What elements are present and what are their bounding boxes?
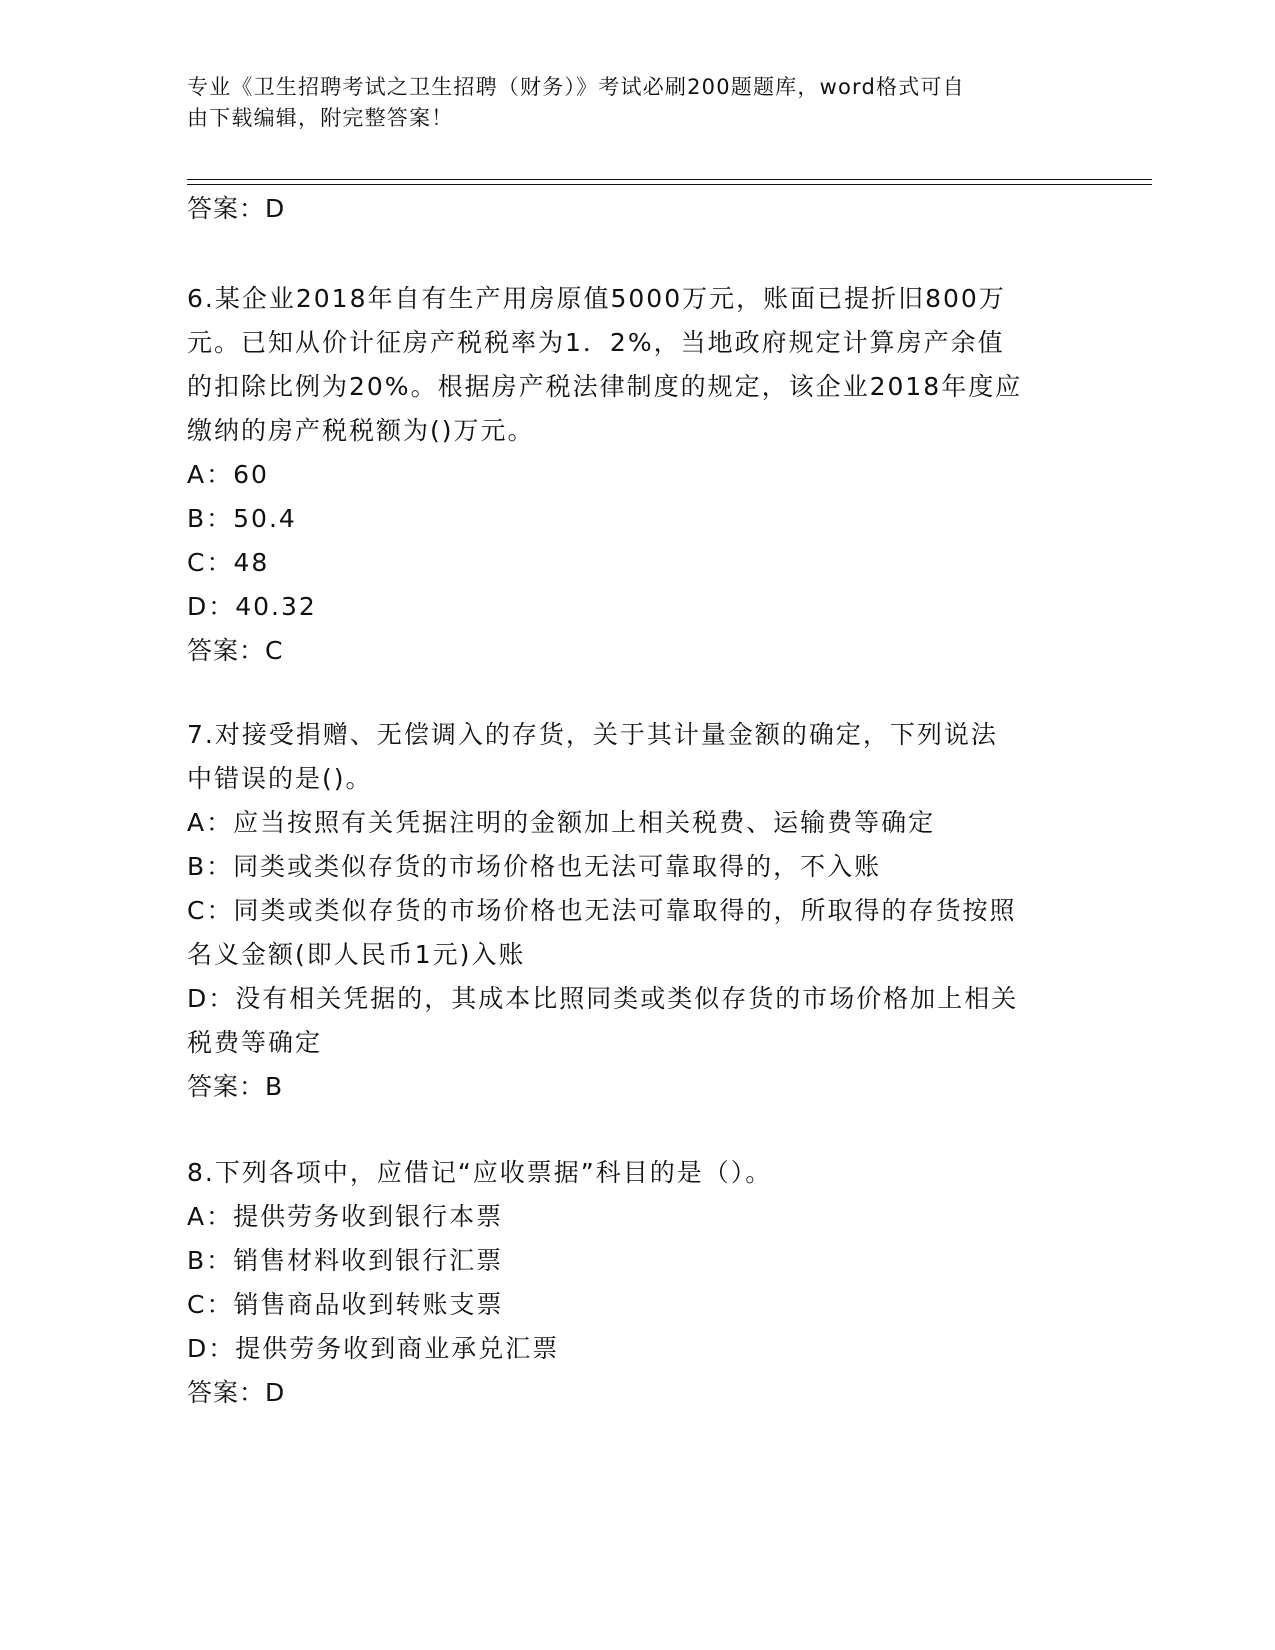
header-rule-bottom bbox=[187, 184, 1152, 185]
q8-option-b: B：销售材料收到银行汇票 bbox=[187, 1246, 504, 1275]
q8-option-a: A：提供劳务收到银行本票 bbox=[187, 1202, 504, 1231]
q6-stem-line-4: 缴纳的房产税税额为()万元。 bbox=[187, 416, 535, 445]
header-rule-top bbox=[187, 179, 1152, 180]
q6-answer: 答案：C bbox=[187, 636, 284, 665]
q6-option-a: A：60 bbox=[187, 460, 269, 489]
header-line-1: 专业《卫生招聘考试之卫生招聘（财务）》考试必刷200题题库，word格式可自 bbox=[187, 75, 965, 99]
q7-answer: 答案：B bbox=[187, 1072, 284, 1101]
q8-option-c: C：销售商品收到转账支票 bbox=[187, 1290, 504, 1319]
q6-stem-line-1: 6.某企业2018年自有生产用房原值5000万元，账面已提折旧800万 bbox=[187, 284, 1006, 313]
answer-previous: 答案：D bbox=[187, 194, 286, 223]
q6-option-c: C：48 bbox=[187, 548, 270, 577]
q8-stem-line-1: 8.下列各项中，应借记“应收票据”科目的是（）。 bbox=[187, 1158, 773, 1187]
document-header bbox=[187, 72, 1067, 134]
q7-option-d-line-2: 税费等确定 bbox=[187, 1028, 323, 1057]
q7-option-a: A：应当按照有关凭据注明的金额加上相关税费、运输费等确定 bbox=[187, 808, 936, 837]
q7-option-d-line-1: D：没有相关凭据的，其成本比照同类或类似存货的市场价格加上相关 bbox=[187, 984, 1019, 1013]
header-line-2: 由下载编辑，附完整答案！ bbox=[187, 106, 454, 130]
q7-option-b: B：同类或类似存货的市场价格也无法可靠取得的，不入账 bbox=[187, 852, 882, 881]
q7-stem-line-2: 中错误的是()。 bbox=[187, 764, 373, 793]
q6-stem-line-2: 元。已知从价计征房产税税率为1．2%，当地政府规定计算房产余值 bbox=[187, 328, 1005, 357]
q7-option-c-line-2: 名义金额(即人民币1元)入账 bbox=[187, 940, 526, 969]
q7-stem-line-1: 7.对接受捐赠、无偿调入的存货，关于其计量金额的确定，下列说法 bbox=[187, 720, 998, 749]
q8-answer: 答案：D bbox=[187, 1378, 286, 1407]
q8-option-d: D：提供劳务收到商业承兑汇票 bbox=[187, 1334, 560, 1363]
q6-stem-line-3: 的扣除比例为20%。根据房产税法律制度的规定，该企业2018年度应 bbox=[187, 372, 1023, 401]
q6-option-d: D：40.32 bbox=[187, 592, 317, 621]
q6-option-b: B：50.4 bbox=[187, 504, 297, 533]
q7-option-c-line-1: C：同类或类似存货的市场价格也无法可靠取得的，所取得的存货按照 bbox=[187, 896, 1017, 925]
